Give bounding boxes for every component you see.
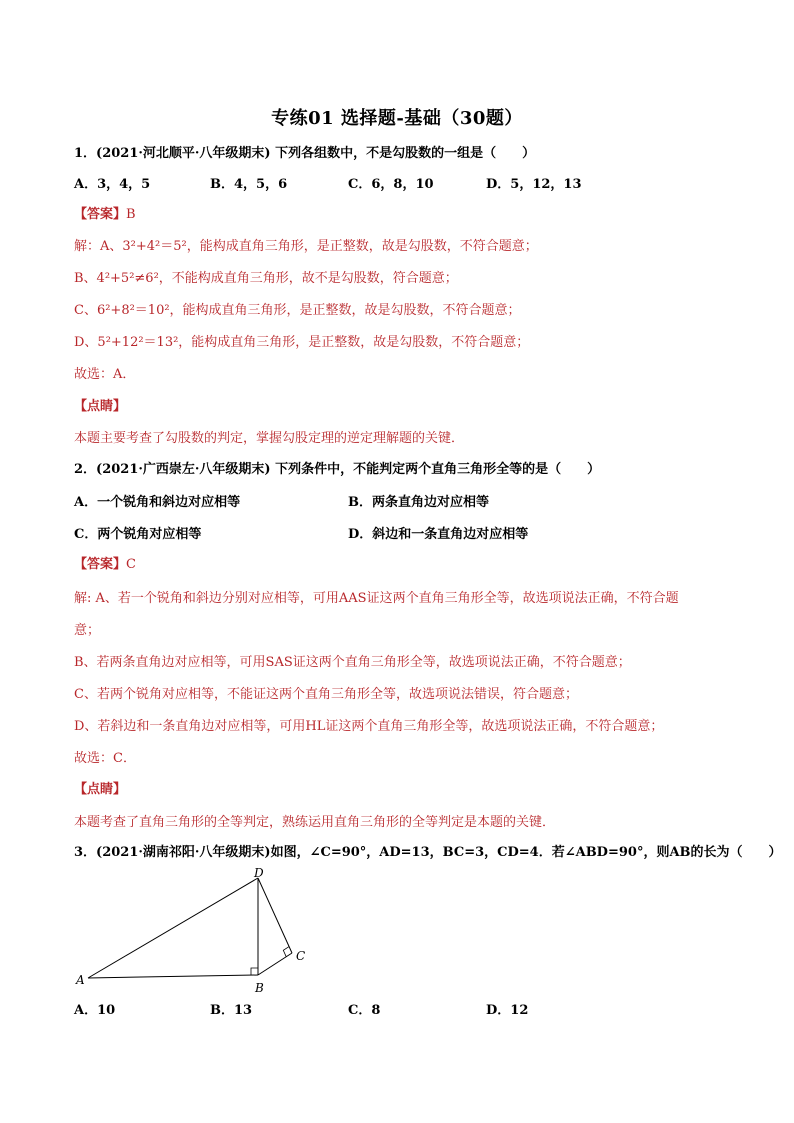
- segment-ad: [88, 878, 258, 978]
- q2-solution-line: 意；: [74, 623, 101, 638]
- q1-solution-line: 解：A、3²+4²＝5²，能构成直角三角形，是正整数，故是勾股数，不符合题意；: [74, 239, 538, 254]
- question-1-stem: 1．(2021·河北顺平·八年级期末) 下列各组数中，不是勾股数的一组是（ ）: [74, 146, 536, 161]
- q2-comment-tag: 【点睛】: [74, 782, 127, 797]
- label-b: B: [255, 981, 264, 995]
- q1-answer-value: B: [126, 207, 136, 222]
- q1-option-d: D．5，12，13: [486, 177, 582, 192]
- page-title: 专练01 选择题-基础（30题）: [271, 108, 523, 129]
- q3-option-b: B．13: [210, 1003, 253, 1018]
- q1-solution-line: B、4²+5²≠6²，不能构成直角三角形，故不是勾股数，符合题意；: [74, 271, 458, 286]
- segment-ab: [88, 975, 258, 978]
- segment-dc: [258, 878, 292, 953]
- q2-answer-value: C: [126, 557, 136, 572]
- q1-option-b: B．4，5，6: [210, 177, 288, 192]
- q3-option-a: A．10: [74, 1003, 116, 1018]
- q1-comment: 本题主要考查了勾股数的判定，掌握勾股定理的逆定理解题的关键．: [74, 431, 465, 446]
- segment-bc: [258, 953, 292, 975]
- right-angle-mark-b: [251, 968, 258, 975]
- q3-option-c: C．8: [348, 1003, 381, 1018]
- q1-solution-line: D、5²+12²＝13²，能构成直角三角形，是正整数，故是勾股数，不符合题意；: [74, 335, 530, 350]
- q2-option-c: C．两个锐角对应相等: [74, 527, 202, 542]
- question-3-stem: 3．(2021·湖南祁阳·八年级期末)如图，∠C=90°，AD=13，BC=3，CD=4．若∠ABD=90°，则AB的长为（ ）: [74, 845, 782, 860]
- q2-solution-line: 解: A、若一个锐角和斜边分别对应相等，可用AAS证这两个直角三角形全等，故选项说法正确，不符合题: [74, 591, 679, 606]
- q1-comment-tag: 【点睛】: [74, 399, 127, 414]
- q1-option-c: C．6，8，10: [348, 177, 434, 192]
- q2-solution-line: B、若两条直角边对应相等，可用SAS证这两个直角三角形全等，故选项说法正确，不符合题意；: [74, 655, 631, 670]
- q2-solution-line: C、若两个锐角对应相等，不能证这两个直角三角形全等，故选项说法错误，符合题意；: [74, 687, 578, 702]
- q2-option-a: A．一个锐角和斜边对应相等: [74, 495, 241, 510]
- triangle-figure: [70, 868, 330, 996]
- q2-answer: 【答案】C: [74, 557, 136, 572]
- label-c: C: [296, 949, 306, 963]
- question-2-stem: 2．(2021·广西崇左·八年级期末) 下列条件中，不能判定两个直角三角形全等的是（ ）: [74, 462, 601, 477]
- q2-option-b: B．两条直角边对应相等: [348, 495, 489, 510]
- q2-solution-line: 故选：C．: [74, 751, 136, 766]
- q1-option-a: A．3，4，5: [74, 177, 151, 192]
- q1-answer: [74, 205, 136, 225]
- label-d: D: [254, 868, 264, 880]
- q3-option-d: D．12: [486, 1003, 529, 1018]
- q2-comment: 本题考查了直角三角形的全等判定，熟练运用直角三角形的全等判定是本题的关键．: [74, 815, 556, 830]
- q2-solution-line: D、若斜边和一条直角边对应相等，可用HL证这两个直角三角形全等，故选项说法正确，不符合题意；: [74, 719, 664, 734]
- label-a: A: [76, 973, 85, 987]
- answer-tag: 【答案】: [74, 207, 127, 222]
- q1-solution-line: C、6²+8²＝10²，能构成直角三角形，是正整数，故是勾股数，不符合题意；: [74, 303, 521, 318]
- q2-option-d: D．斜边和一条直角边对应相等: [348, 527, 529, 542]
- q1-solution-line: 故选：A．: [74, 367, 136, 382]
